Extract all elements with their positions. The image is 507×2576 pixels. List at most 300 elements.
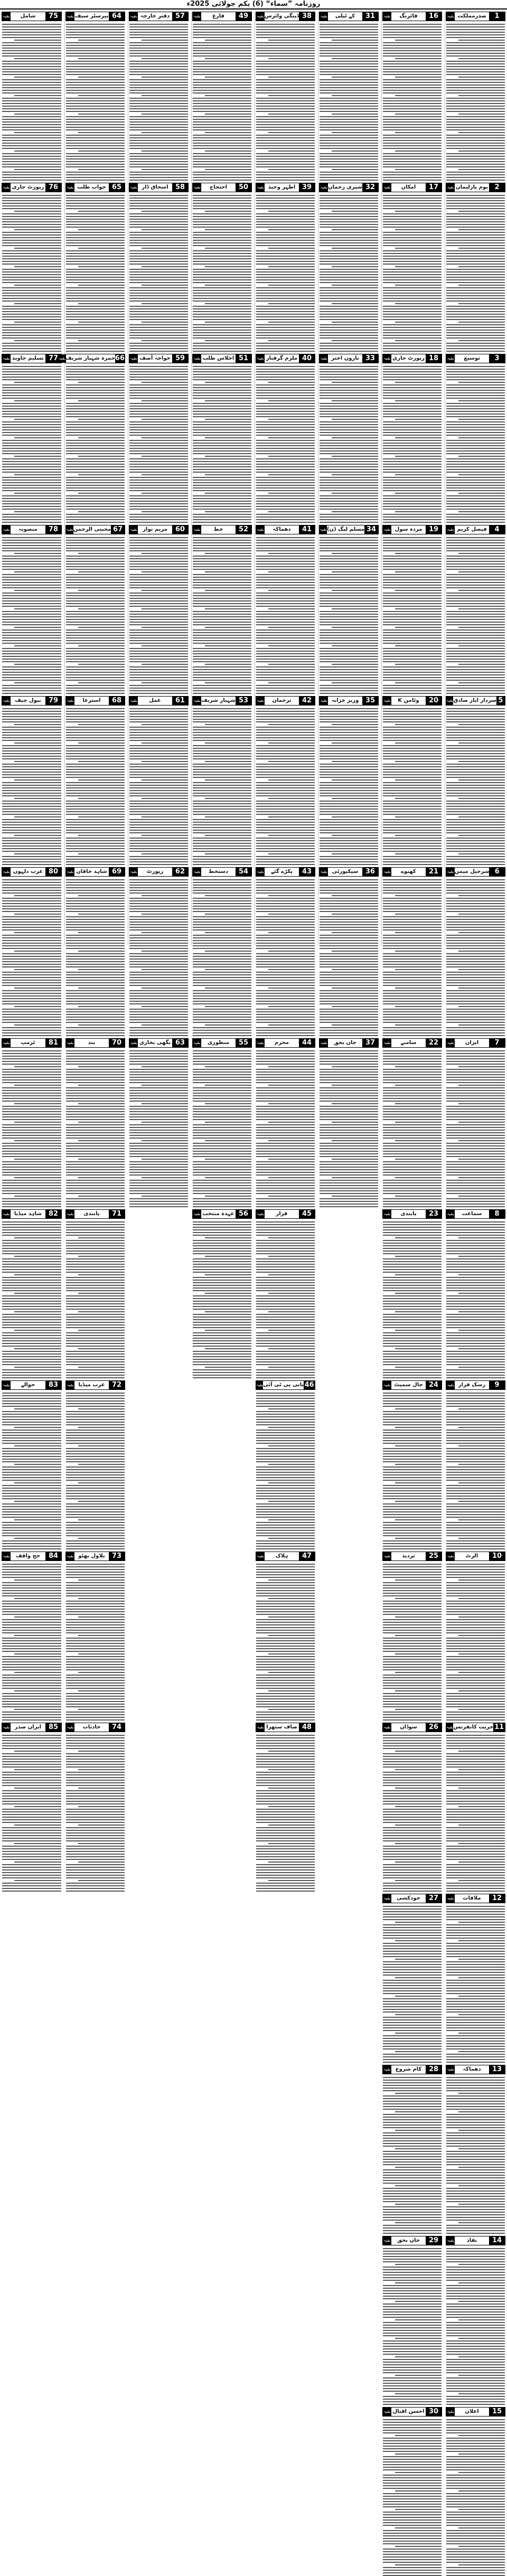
text-line — [256, 1814, 315, 1815]
text-line — [446, 748, 505, 749]
text-line — [383, 2227, 442, 2229]
text-line — [256, 1846, 315, 1847]
text-line — [383, 403, 442, 404]
text-line — [256, 1398, 315, 1399]
text-line — [446, 469, 505, 470]
news-column — [58, 12, 126, 1731]
text-line — [383, 1451, 442, 1452]
text-line — [193, 1232, 251, 1233]
text-line — [395, 58, 442, 59]
text-line — [193, 1375, 251, 1376]
text-line — [383, 1667, 442, 1668]
text-line — [256, 685, 315, 686]
text-line — [446, 395, 505, 396]
text-line — [446, 1030, 505, 1031]
text-line — [446, 2570, 505, 2571]
text-line — [320, 69, 378, 70]
text-line — [446, 593, 505, 594]
text-line — [320, 1056, 378, 1057]
text-line — [446, 129, 505, 130]
item-number: 69 — [109, 868, 125, 876]
continuation-item — [192, 696, 252, 865]
text-line — [66, 345, 125, 346]
text-line — [256, 392, 315, 393]
text-line — [256, 1050, 315, 1051]
text-line — [395, 1538, 442, 1539]
text-line — [256, 677, 315, 678]
text-line — [446, 1506, 505, 1507]
text-line — [320, 408, 378, 409]
text-line — [268, 474, 315, 475]
text-line — [383, 156, 442, 157]
text-line — [320, 864, 378, 865]
text-line — [383, 2493, 442, 2494]
text-line — [129, 713, 188, 714]
item-number: 2 — [489, 183, 505, 192]
text-line — [320, 1106, 378, 1107]
text-line — [256, 1640, 315, 1641]
text-line — [383, 1098, 442, 1099]
text-line — [383, 2404, 442, 2405]
text-line — [446, 464, 505, 465]
text-line — [320, 216, 378, 217]
text-line — [193, 859, 251, 860]
text-line — [256, 1517, 315, 1518]
text-line — [446, 314, 505, 315]
text-line — [383, 832, 442, 833]
text-line — [446, 2469, 505, 2470]
text-line — [66, 1001, 125, 1002]
text-line — [446, 306, 505, 307]
text-line — [256, 26, 315, 27]
text-line — [256, 161, 315, 162]
text-line — [205, 151, 251, 152]
text-line — [320, 100, 378, 101]
text-line — [66, 727, 125, 728]
text-line — [446, 1114, 505, 1115]
text-line — [142, 474, 188, 475]
text-line — [395, 627, 442, 628]
text-line — [256, 624, 315, 625]
text-line — [446, 1827, 505, 1828]
text-line — [205, 95, 251, 96]
text-line — [446, 845, 505, 847]
text-line — [129, 966, 188, 967]
item-body-text — [65, 877, 125, 1036]
text-line — [193, 656, 251, 657]
text-line — [129, 1156, 188, 1157]
text-line — [383, 1022, 442, 1023]
text-line — [129, 680, 188, 681]
text-line — [383, 166, 442, 167]
text-line — [2, 256, 61, 257]
text-line — [446, 1675, 505, 1676]
text-line — [383, 1659, 442, 1660]
text-line — [256, 1185, 315, 1186]
text-line — [256, 1688, 315, 1689]
text-line — [446, 74, 505, 75]
text-line — [129, 998, 188, 999]
text-line — [383, 1143, 442, 1144]
text-line — [383, 2127, 442, 2128]
text-line — [66, 1335, 125, 1336]
item-body-text — [256, 21, 315, 181]
text-line — [446, 69, 505, 70]
text-line — [129, 774, 188, 775]
text-line — [66, 445, 125, 446]
item-header — [382, 1894, 442, 1903]
text-line — [66, 1832, 125, 1834]
text-line — [129, 234, 188, 236]
text-line — [458, 1256, 505, 1257]
text-line — [458, 1024, 505, 1026]
text-line — [320, 900, 378, 901]
text-line — [383, 2348, 442, 2349]
text-line — [268, 798, 315, 799]
text-line — [446, 1624, 505, 1625]
text-line — [383, 2362, 442, 2363]
text-line — [320, 708, 378, 709]
text-line — [256, 1851, 315, 1852]
text-line — [256, 1698, 315, 1699]
text-line — [256, 643, 315, 644]
text-line — [446, 1116, 505, 1117]
text-line — [193, 882, 251, 883]
text-line — [256, 279, 315, 280]
text-line — [383, 274, 442, 275]
text-line — [320, 674, 378, 675]
text-line — [383, 1156, 442, 1157]
text-line — [256, 1411, 315, 1412]
text-line — [446, 1459, 505, 1460]
text-line — [446, 2464, 505, 2465]
text-line — [446, 732, 505, 733]
text-line — [446, 750, 505, 751]
text-line — [66, 924, 125, 925]
text-line — [446, 1432, 505, 1433]
text-line — [458, 2393, 505, 2394]
text-line — [446, 1440, 505, 1441]
text-line — [446, 1301, 505, 1302]
text-line — [320, 801, 378, 802]
text-line — [395, 2490, 442, 2492]
text-line — [256, 827, 315, 828]
text-line — [383, 2288, 442, 2289]
text-line — [256, 24, 315, 25]
text-line — [66, 843, 125, 844]
text-line — [383, 2201, 442, 2202]
text-line — [78, 285, 125, 286]
item-number: 22 — [426, 1039, 442, 1047]
text-line — [383, 1064, 442, 1065]
text-line — [142, 266, 188, 267]
text-line — [193, 972, 251, 973]
text-line — [446, 50, 505, 51]
text-line — [66, 1251, 125, 1252]
text-line — [78, 1367, 125, 1368]
text-line — [268, 1311, 315, 1312]
text-line — [256, 545, 315, 546]
text-line — [268, 969, 315, 970]
text-line — [446, 1266, 505, 1267]
text-line — [383, 887, 442, 888]
item-title: مسلم لیگ (ن) — [326, 527, 364, 532]
continuation-item — [382, 696, 442, 865]
text-line — [205, 248, 251, 249]
text-line — [383, 2230, 442, 2231]
text-line — [446, 1667, 505, 1668]
text-line — [66, 100, 125, 101]
text-line — [320, 653, 378, 654]
text-line — [66, 237, 125, 238]
text-line — [193, 69, 251, 70]
text-line — [320, 587, 378, 588]
text-line — [256, 1869, 315, 1870]
text-line — [383, 327, 442, 328]
text-line — [320, 827, 378, 828]
text-line — [446, 1498, 505, 1499]
text-line — [458, 2509, 505, 2510]
text-line — [129, 32, 188, 33]
text-line — [129, 1079, 188, 1080]
text-line — [446, 1190, 505, 1191]
text-line — [193, 666, 251, 667]
text-line — [383, 1577, 442, 1578]
text-line — [256, 335, 315, 336]
text-line — [256, 221, 315, 222]
text-line — [193, 345, 251, 346]
text-line — [256, 1609, 315, 1610]
text-line — [193, 940, 251, 941]
text-line — [129, 977, 188, 978]
text-line — [256, 795, 315, 796]
text-line — [66, 1696, 125, 1697]
text-line — [193, 61, 251, 62]
text-line — [320, 50, 378, 51]
text-line — [332, 400, 378, 401]
continued-tag: بقیہ — [383, 1552, 391, 1560]
text-line — [268, 1006, 315, 1007]
item-header — [446, 696, 505, 706]
text-line — [193, 937, 251, 938]
text-line — [66, 750, 125, 751]
text-line — [193, 1101, 251, 1102]
text-line — [446, 290, 505, 291]
text-line — [320, 195, 378, 196]
text-line — [268, 816, 315, 817]
text-line — [256, 1309, 315, 1310]
text-line — [383, 1938, 442, 1939]
text-line — [129, 1106, 188, 1107]
text-line — [383, 2117, 442, 2118]
text-line — [129, 1204, 188, 1205]
text-line — [446, 140, 505, 141]
text-line — [383, 1869, 442, 1870]
text-line — [320, 84, 378, 86]
text-line — [78, 1256, 125, 1257]
text-line — [78, 40, 125, 41]
text-line — [66, 469, 125, 470]
text-line — [332, 627, 378, 628]
text-line — [320, 961, 378, 962]
text-line — [446, 2362, 505, 2363]
text-line — [66, 108, 125, 109]
text-line — [446, 413, 505, 415]
text-line — [446, 906, 505, 907]
text-line — [458, 2564, 505, 2565]
text-line — [446, 1174, 505, 1176]
text-line — [383, 2114, 442, 2115]
text-line — [383, 995, 442, 996]
text-line — [256, 1785, 315, 1786]
text-line — [446, 119, 505, 120]
text-line — [383, 2077, 442, 2078]
text-line — [458, 382, 505, 383]
text-line — [256, 985, 315, 986]
text-line — [383, 1477, 442, 1478]
text-line — [78, 835, 125, 836]
text-line — [446, 2251, 505, 2252]
text-line — [446, 830, 505, 831]
text-line — [66, 595, 125, 596]
text-line — [446, 53, 505, 54]
text-line — [256, 616, 315, 617]
text-line — [256, 1422, 315, 1423]
text-line — [66, 1253, 125, 1254]
text-line — [383, 1980, 442, 1981]
text-line — [66, 1753, 125, 1754]
text-line — [129, 29, 188, 30]
text-line — [458, 742, 505, 744]
text-line — [383, 1745, 442, 1746]
text-line — [395, 1177, 442, 1178]
text-line — [129, 806, 188, 807]
text-line — [383, 2088, 442, 2089]
text-line — [383, 732, 442, 733]
text-line — [256, 432, 315, 433]
text-line — [193, 337, 251, 339]
text-line — [193, 335, 251, 336]
text-line — [446, 2090, 505, 2091]
text-line — [383, 2209, 442, 2210]
text-line — [332, 169, 378, 170]
text-line — [129, 982, 188, 983]
text-line — [383, 232, 442, 233]
text-line — [142, 914, 188, 915]
text-line — [78, 132, 125, 133]
text-line — [320, 503, 378, 504]
text-line — [383, 1759, 442, 1760]
text-line — [193, 1204, 251, 1205]
text-line — [458, 853, 505, 854]
text-line — [446, 2046, 505, 2047]
item-title: نفاذ — [466, 2237, 477, 2243]
text-line — [395, 1293, 442, 1294]
text-line — [129, 993, 188, 994]
text-line — [129, 545, 188, 546]
text-line — [395, 2509, 442, 2510]
text-line — [320, 764, 378, 765]
text-line — [256, 198, 315, 199]
text-line — [446, 1164, 505, 1165]
text-line — [256, 637, 315, 638]
text-line — [383, 250, 442, 251]
text-line — [129, 1032, 188, 1033]
text-line — [395, 1140, 442, 1141]
text-line — [66, 1108, 125, 1110]
text-line — [78, 456, 125, 457]
text-line — [256, 606, 315, 607]
text-line — [383, 1585, 442, 1586]
text-line — [193, 1356, 251, 1357]
text-line — [446, 2456, 505, 2457]
text-line — [383, 1719, 442, 1721]
text-line — [256, 674, 315, 675]
text-line — [256, 1127, 315, 1128]
text-line — [395, 456, 442, 457]
text-line — [383, 1543, 442, 1544]
item-number: 17 — [426, 183, 442, 192]
text-line — [320, 448, 378, 449]
text-line — [446, 2059, 505, 2060]
text-line — [2, 164, 61, 165]
text-line — [66, 840, 125, 841]
item-number: 3 — [489, 354, 505, 363]
text-line — [383, 1782, 442, 1783]
text-line — [383, 2530, 442, 2531]
text-line — [66, 1717, 125, 1718]
text-line — [2, 153, 61, 154]
text-line — [383, 1011, 442, 1012]
text-line — [256, 1590, 315, 1591]
text-line — [2, 137, 61, 138]
text-line — [129, 659, 188, 660]
text-line — [129, 200, 188, 201]
text-line — [268, 77, 315, 78]
text-line — [320, 443, 378, 444]
text-line — [332, 456, 378, 457]
text-line — [256, 129, 315, 130]
item-body-text — [65, 1219, 125, 1378]
text-line — [320, 927, 378, 928]
text-line — [66, 1064, 125, 1065]
text-line — [66, 1137, 125, 1139]
text-line — [66, 311, 125, 312]
text-line — [383, 1569, 442, 1570]
text-line — [66, 1164, 125, 1165]
text-line — [383, 1148, 442, 1149]
text-line — [256, 980, 315, 981]
text-line — [383, 956, 442, 957]
text-line — [446, 461, 505, 462]
text-line — [320, 279, 378, 280]
text-line — [129, 758, 188, 759]
text-line — [66, 832, 125, 833]
text-line — [129, 830, 188, 831]
text-line — [332, 303, 378, 304]
text-line — [320, 666, 378, 667]
text-line — [446, 2340, 505, 2342]
text-line — [383, 2370, 442, 2371]
text-line — [256, 1009, 315, 1010]
text-line — [256, 50, 315, 51]
text-line — [320, 435, 378, 436]
text-line — [446, 1601, 505, 1602]
text-line — [256, 1514, 315, 1515]
text-line — [193, 585, 251, 586]
text-line — [193, 927, 251, 928]
text-line — [383, 2188, 442, 2189]
